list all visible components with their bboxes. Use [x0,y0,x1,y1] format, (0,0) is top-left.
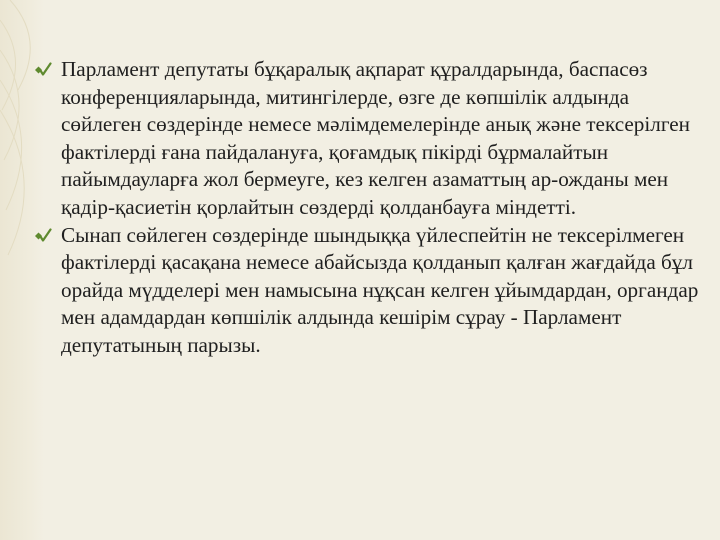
paragraph-text: Парламент депутаты бұқаралық ақпарат құралдарында, баспасөз конференцияларында, митингілерде, өзге де көпшілік алдында сөйлеген сөздерінде немесе мәлімдемелерінде анық және тексерілген фактілерді ғана пайдалануға, қоғамдық пікірді бұрмалайтын пайымдауларға жол бермеуге, кез келген азаматтың ар-ожданы мен қадір-қасиетін қорлайтын сөздерді қолданбауға міндетті. [61,57,690,219]
bullet-paragraph-1 [34,56,706,222]
checkmark-diamond-icon [34,228,52,244]
paragraph-text: Сынап сөйлеген сөздерінде шындыққа үйлеспейтін не тексерілмеген фактілерді қасақана немесе абайсызда қолданып қалған жағдайда бұл орайда мүдделері мен намысына нұқсан келген ұйымдардан, органдар мен адамдардан көпшілік алдында кешірім сұрау - Парламент депутатының парызы. [61,222,699,357]
checkmark-diamond-icon [34,62,52,78]
slide-content [34,56,706,360]
bullet-paragraph-2 [34,222,706,360]
